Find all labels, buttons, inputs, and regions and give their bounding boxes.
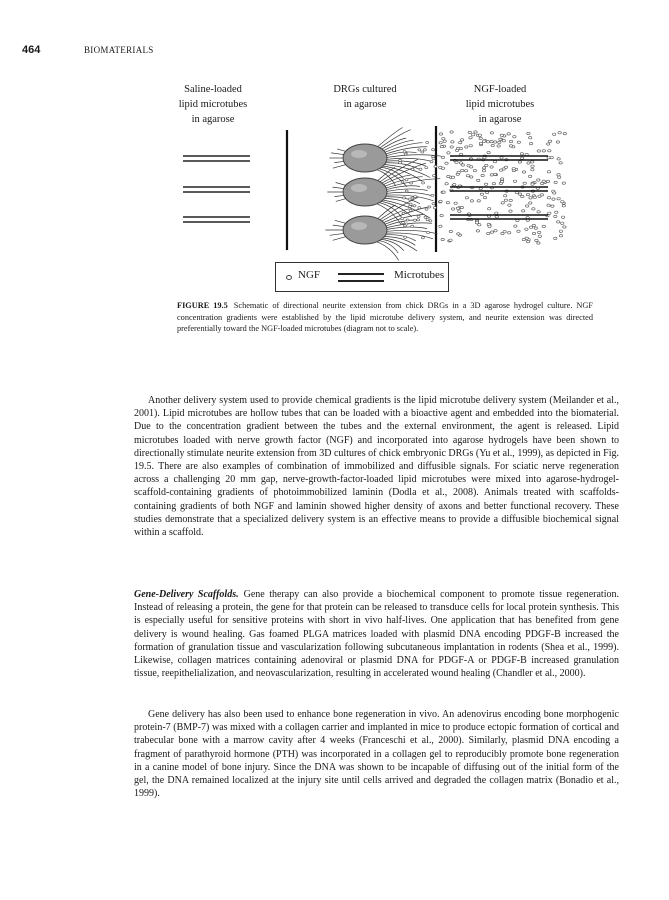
ngf-dot (417, 215, 420, 217)
ngf-dot (459, 162, 462, 164)
ngf-dot (509, 140, 512, 142)
ngf-dot (447, 152, 450, 154)
ngf-dot (494, 230, 497, 232)
paragraph-bone-regeneration: Gene delivery has also been used to enhance bone regeneration in vivo. An adenovirus encoding bone morphogenic protein-7 (BMP-7) was mixed with a collagen carrier and implanted in mice to produce ectopic formation of cortical and trabecular bone with a marrow cavity after 4 weeks (Franceschi et al., 2000). Similarly, plasmid DNA encoding a fragment of parathyroid hormone (PTH) was incorporated in a collagen gel to reproducibly promote bone regeneration in a canine model of bone injury. Since the DNA was shown to be incapable of diffusing out of the initial form of the gel, the DNA remained localized at the injury site until cells arrived and degraded the collagen matrix (Bonadio et al., 1999). (134, 709, 619, 800)
ngf-dot (507, 133, 510, 135)
label-drgs-cultured: DRGs cultured in agarose (333, 84, 397, 110)
ngf-dot (554, 181, 557, 183)
ngf-dot (421, 151, 424, 153)
ngf-dot (442, 191, 445, 193)
ngf-dot (537, 242, 540, 244)
ngf-dot (537, 211, 540, 213)
ngf-dot (503, 231, 506, 233)
ngf-dot (499, 169, 502, 171)
ngf-dot (417, 219, 420, 221)
ngf-dot (399, 159, 402, 161)
label-ngf-microtubes: NGF-loaded lipid microtubes in agarose (465, 84, 535, 125)
neurite-right (379, 241, 398, 253)
ngf-dot (468, 131, 471, 133)
ngf-dot (447, 175, 450, 177)
ngf-dot (466, 175, 469, 177)
ngf-dot (554, 215, 557, 217)
ngf-dot (473, 169, 476, 171)
ngf-dot (523, 182, 526, 184)
ngf-dot (492, 182, 495, 184)
ngf-dot (517, 230, 520, 232)
ngf-dot (498, 141, 501, 143)
ngf-dot (479, 142, 482, 144)
ngf-dot (430, 161, 433, 163)
ngf-dot (559, 230, 562, 232)
ngf-dot (411, 225, 414, 227)
ngf-dot (561, 222, 564, 224)
ngf-dot (547, 197, 550, 199)
ngf-dot (555, 211, 558, 213)
ngf-dot (414, 196, 417, 198)
ngf-dot (401, 181, 404, 183)
ngf-dot (483, 196, 486, 198)
paragraph-gene-delivery (134, 588, 619, 680)
ngf-dot (553, 192, 556, 194)
ngf-dot (477, 179, 480, 181)
ngf-dot (546, 180, 549, 182)
ngf-dot (504, 195, 507, 197)
ngf-dot (525, 237, 528, 239)
ngf-dot (406, 219, 409, 221)
ngf-dot (434, 165, 437, 167)
ngf-dot (469, 145, 472, 147)
ngf-dot (443, 140, 446, 142)
ngf-dot (402, 222, 405, 224)
ngf-dot (429, 220, 432, 222)
section-run-in-heading: Gene-Delivery Scaffolds. (134, 589, 239, 600)
ngf-dot (547, 171, 550, 173)
drg-highlight (351, 184, 367, 192)
ngf-dot (482, 167, 485, 169)
ngf-dot (418, 207, 421, 209)
ngf-dot (457, 233, 460, 235)
ngf-dot (433, 175, 436, 177)
ngf-dot (425, 208, 428, 210)
ngf-dot (512, 168, 515, 170)
ngf-dot (499, 138, 502, 140)
ngf-dot (421, 237, 424, 239)
ngf-dot (470, 166, 473, 168)
ngf-dot (440, 145, 443, 147)
ngf-dot (486, 141, 489, 143)
ngf-dot (439, 133, 442, 135)
ngf-dot (508, 204, 511, 206)
ngf-dot (491, 144, 494, 146)
neurite-right (387, 227, 427, 229)
ngf-dot (525, 228, 528, 230)
drg-body (343, 178, 387, 206)
ngf-dot (540, 194, 543, 196)
ngf-dot (504, 199, 507, 201)
ngf-dot (518, 193, 521, 195)
ngf-dot (405, 190, 408, 192)
ngf-dot (457, 171, 460, 173)
ngf-dot (529, 197, 532, 199)
ngf-dot (561, 216, 564, 218)
ngf-dot (501, 202, 504, 204)
ngf-dot (550, 156, 553, 158)
ngf-dot (460, 139, 463, 141)
ngf-dot (449, 230, 452, 232)
ngf-dot (413, 205, 416, 207)
ngf-dot (450, 131, 453, 133)
neurite-right (381, 239, 404, 250)
microtubes-legend-label: Microtubes (394, 269, 445, 281)
paragraph-microtube-delivery: Another delivery system used to provide chemical gradients is the lipid microtube delivery system (Meilander et al., 2001). Lipid microtubes are hollow tubes that can be loaded with a bioactive agent and embedded into the biomaterial. Due to the concentration gradient between the tubes and the external environment, the agent is released. Lipid microtubes loaded with nerve growth factor (NGF) and incorporated into agarose hydrogels have been shown to directionally stimulate neurite extension from 3D cultures of chick embryonic DRGs (Yu et al., 1999), as depicted in Fig. 19.5. There are also examples of combination of immobilized and diffusible signals. For sciatic nerve regeneration across a challenging 20 mm gap, nerve-growth-factor-loaded lipid microtubes were mixed into agarose-hydrogel-scaffold-containing gradients of photoimmobilized laminin (Dodla et al., 2008). Animals treated with scaffolds-containing gradients of both NGF and laminin showed higher density of axons and better functional recovery. These studies demonstrate that a specialized delivery system is an effective means to provide a diffusible biochemical signal within a scaffold. (134, 395, 619, 539)
ngf-dot (513, 180, 516, 182)
ngf-dot (553, 133, 556, 135)
ngf-dot (476, 230, 479, 232)
ngf-dot (556, 141, 559, 143)
ngf-dot (451, 208, 454, 210)
ngf-dot (432, 157, 435, 159)
ngf-dot (526, 205, 529, 207)
neurite-right (383, 238, 417, 251)
ngf-dot (402, 212, 405, 214)
ngf-dot (558, 132, 561, 134)
neurite-right (387, 230, 438, 233)
ngf-dot (563, 132, 566, 134)
ngf-dot (562, 182, 565, 184)
ngf-dot (533, 196, 536, 198)
ngf-legend-label: NGF (298, 269, 321, 281)
ngf-dot (470, 200, 473, 202)
ngf-dot (449, 239, 452, 241)
ngf-dot (490, 166, 493, 168)
ngf-dot (559, 162, 562, 164)
ngf-dot (534, 227, 537, 229)
ngf-dot (490, 231, 493, 233)
ngf-dot (456, 207, 459, 209)
drg-body (343, 216, 387, 244)
neurite-right (379, 203, 402, 218)
ngf-dot (458, 210, 461, 212)
drg-bodies (343, 144, 387, 244)
saline-microtubes (183, 156, 250, 222)
ngf-dot (538, 235, 541, 237)
ngf-dot (459, 147, 462, 149)
ngf-dot (554, 237, 557, 239)
ngf-dot (500, 157, 503, 159)
running-head: BIOMATERIALS (84, 45, 154, 55)
ngf-dot (522, 171, 525, 173)
ngf-dot (482, 140, 485, 142)
ngf-dot (535, 239, 538, 241)
ngf-dot (529, 137, 532, 139)
ngf-dot (557, 221, 560, 223)
ngf-dot (409, 203, 412, 205)
ngf-dot (439, 225, 442, 227)
ngf-dot (481, 174, 484, 176)
ngf-dot (451, 141, 454, 143)
ngf-dot (409, 205, 412, 207)
ngf-dot (563, 226, 566, 228)
ngf-dot (517, 141, 520, 143)
ngf-dot (405, 223, 408, 225)
neurite-right (378, 205, 396, 219)
ngf-dot (450, 146, 453, 148)
ngf-dot (470, 176, 473, 178)
ngf-dot (465, 146, 468, 148)
ngf-dot (487, 151, 490, 153)
ngf-dot (419, 168, 422, 170)
ngf-dot (404, 236, 407, 238)
ngf-dot (542, 225, 545, 227)
ngf-dot (500, 134, 503, 136)
ngf-dot (413, 219, 416, 221)
ngf-dot (538, 231, 541, 233)
ngf-dot (439, 166, 442, 168)
ngf-dot (410, 182, 413, 184)
caption-label: FIGURE 19.5 (177, 301, 228, 310)
ngf-dot (521, 157, 524, 159)
ngf-dot (442, 138, 445, 140)
ngf-dot (441, 238, 444, 240)
ngf-dot (425, 167, 428, 169)
ngf-dot (562, 205, 565, 207)
ngf-dot (531, 169, 534, 171)
ngf-dot (527, 132, 530, 134)
ngf-dot (440, 214, 443, 216)
ngf-dot (490, 140, 493, 142)
ngf-dot (426, 141, 429, 143)
ngf-dot (471, 134, 474, 136)
neurite-right (386, 235, 416, 241)
ngf-dot (557, 198, 560, 200)
ngf-dot (508, 232, 511, 234)
ngf-dot (490, 174, 493, 176)
ngf-dot (495, 216, 498, 218)
ngf-dot (427, 186, 430, 188)
ngf-dot (528, 175, 531, 177)
ngf-dot (445, 183, 448, 185)
ngf-dot (418, 149, 421, 151)
ngf-dot (529, 202, 532, 204)
ngf-dot (532, 224, 535, 226)
ngf-dot (423, 149, 426, 151)
ngf-dot (451, 176, 454, 178)
ngf-dot (464, 170, 467, 172)
ngf-dot (526, 193, 529, 195)
page-number: 464 (22, 44, 41, 56)
ngf-dot (427, 231, 430, 233)
ngf-dot (441, 156, 444, 158)
ngf-dot (465, 197, 468, 199)
ngf-dot (500, 180, 503, 182)
ngf-dot (482, 170, 485, 172)
ngf-dot (490, 132, 493, 134)
microtube-legend-icon (338, 273, 384, 282)
ngf-dot (542, 150, 545, 152)
ngf-dot (485, 164, 488, 166)
paragraph-gene-delivery-text: Gene therapy can also provide a biochemical component to promote tissue regeneration. Instead of releasing a protein, the gene for that protein can be released to transduce cells for local protein synthesis. This is especially useful for sensitive proteins with short in vivo half-lives. One application that has benefited from gene delivery is wound healing. Gas foamed PLGA matrices loaded with plasmid DNA encoding PDGF-B increased the formation of granulation tissue and vascularization following subcutaneous implantation in rodents (Shea et al., 1999). Likewise, collagen matrices containing adenoviral or plasmid DNA for PDGF-A or PDGF-B increased granulation tissue, reepithelialization, and neovascularization, resulting in accelerated wound healing (Chandler et al., 2000). (134, 589, 619, 680)
ngf-dot (484, 183, 487, 185)
ngf-dot (531, 183, 534, 185)
ngf-dot (551, 205, 554, 207)
ngf-dot (527, 240, 530, 242)
ngf-dot (469, 137, 472, 139)
ngf-dot (411, 168, 414, 170)
ngf-dot (424, 216, 427, 218)
ngf-dot (518, 161, 521, 163)
ngf-dot (461, 169, 464, 171)
ngf-dot (495, 212, 498, 214)
ngf-dot (500, 178, 503, 180)
ngf-dot (529, 142, 532, 144)
ngf-dot (459, 141, 462, 143)
ngf-dot (509, 210, 512, 212)
caption-text: Schematic of directional neurite extension from chick DRGs in a 3D agarose hydrogel culture. NGF concentration gradients were established by the lipid microtube delivery system, and neurite extension was directed preferentially toward the NGF-loaded microtubes (diagram not to scale). (177, 301, 593, 334)
neurite-right (386, 163, 420, 170)
ngf-dot (532, 208, 535, 210)
ngf-dot (514, 225, 517, 227)
ngf-dot (432, 203, 435, 205)
ngf-legend-icon (286, 275, 292, 280)
ngf-dot (548, 212, 551, 214)
ngf-dot (537, 179, 540, 181)
ngf-dot (502, 140, 505, 142)
ngf-dot (488, 225, 491, 227)
ngf-dot (453, 183, 456, 185)
ngf-dot (561, 201, 564, 203)
ngf-dot (477, 200, 480, 202)
ngf-dot (439, 200, 442, 202)
ngf-dot (497, 145, 500, 147)
ngf-dot (431, 194, 434, 196)
ngf-dot (537, 150, 540, 152)
ngf-dot (548, 140, 551, 142)
ngf-dot (479, 137, 482, 139)
ngf-dot (509, 145, 512, 147)
ngf-dot (558, 176, 561, 178)
ngf-dot (409, 209, 412, 211)
ngf-dot (547, 143, 550, 145)
figure-caption (177, 300, 593, 335)
ngf-dot (532, 232, 535, 234)
drg-body (343, 144, 387, 172)
ngf-dot (548, 150, 551, 152)
figure-legend (275, 262, 449, 292)
ngf-dot (480, 193, 483, 195)
ngf-dot (405, 179, 408, 181)
drg-highlight (351, 150, 367, 158)
ngf-dot (559, 235, 562, 237)
ngf-dot (439, 142, 442, 144)
ngf-dot (399, 162, 402, 164)
ngf-dot (433, 207, 436, 209)
ngf-dot (540, 182, 543, 184)
ngf-dot (454, 202, 457, 204)
ngf-dot (403, 151, 406, 153)
ngf-dot (474, 131, 477, 133)
ngf-dot (428, 206, 431, 208)
ngf-dot (557, 158, 560, 160)
ngf-dot (460, 206, 463, 208)
ngf-dot (531, 161, 534, 163)
ngf-dot (446, 201, 449, 203)
ngf-dot (488, 208, 491, 210)
drg-neurite-diagram (0, 0, 669, 300)
ngf-dot (557, 174, 560, 176)
label-saline-microtubes: Saline-loaded lipid microtubes in agarose (178, 84, 248, 125)
ngf-dot (475, 222, 478, 224)
drg-highlight (351, 222, 367, 230)
ngf-dot (403, 197, 406, 199)
ngf-dot (401, 218, 404, 220)
ngf-dot (520, 153, 523, 155)
ngf-dot (547, 204, 550, 206)
ngf-dot (531, 165, 534, 167)
ngf-dot (432, 149, 435, 151)
ngf-dot (404, 153, 407, 155)
ngf-dot (493, 173, 496, 175)
ngf-dot (513, 136, 516, 138)
ngf-dot (478, 134, 481, 136)
ngf-dot (445, 162, 448, 164)
ngf-dot (493, 141, 496, 143)
ngf-dot (552, 198, 555, 200)
ngf-dot (527, 162, 530, 164)
ngf-dot (422, 182, 425, 184)
ngf-dot (487, 232, 490, 234)
ngf-dot (426, 219, 429, 221)
ngf-dot (521, 195, 524, 197)
ngf-dot (522, 210, 525, 212)
neurite-right (377, 242, 399, 261)
ngf-dot (509, 199, 512, 201)
